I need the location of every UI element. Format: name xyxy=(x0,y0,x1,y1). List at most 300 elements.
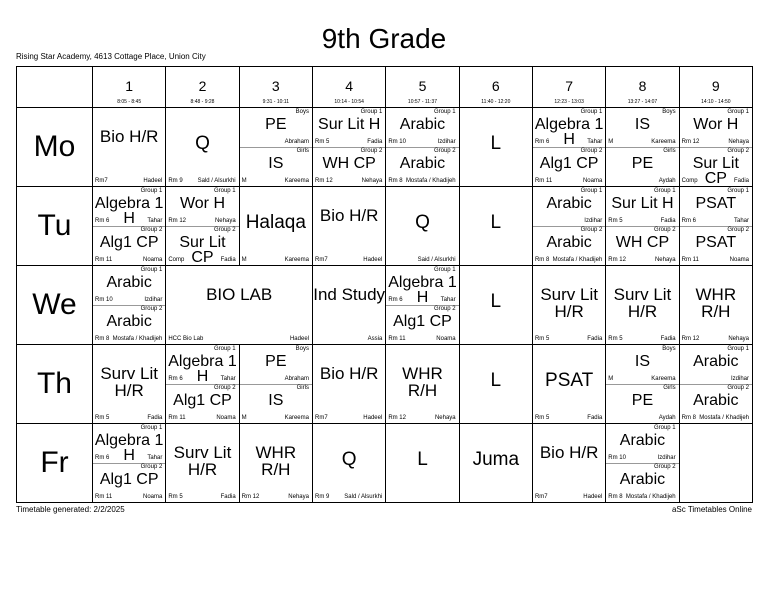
lesson xyxy=(93,266,165,344)
lesson-cell xyxy=(93,266,166,345)
teacher: Hadeel xyxy=(289,336,309,342)
group-label: Group 2 xyxy=(653,227,676,233)
room: Rm 8 xyxy=(95,336,110,342)
teacher: Nehaya xyxy=(654,257,676,263)
room: Rm7 xyxy=(314,257,328,263)
period-time: 10:57 - 11:37 xyxy=(407,99,438,105)
lesson-group xyxy=(313,147,385,186)
group-label: Group 2 xyxy=(727,385,749,391)
day-label: Tu xyxy=(17,187,93,266)
lesson-cell xyxy=(312,345,385,424)
room: Rm 8 xyxy=(681,415,696,421)
subject: Arabic xyxy=(619,471,666,488)
lesson-cell xyxy=(386,424,459,503)
subject: Bio H/R xyxy=(319,364,379,383)
period-header-row xyxy=(17,67,753,108)
room: Rm 6 xyxy=(168,376,183,382)
room: Rm 12 xyxy=(608,257,626,263)
teacher: Fadia xyxy=(733,178,749,184)
teacher: Fadia xyxy=(220,494,236,500)
room: Rm 5 xyxy=(534,336,550,342)
room: M xyxy=(241,257,247,263)
corner-cell xyxy=(17,67,93,108)
period-number: 2 xyxy=(198,78,207,94)
subject: Juma xyxy=(472,449,520,470)
teacher: Fadia xyxy=(587,415,603,421)
teacher: Kareema xyxy=(651,139,676,145)
teacher: Tahar xyxy=(733,218,749,224)
room: Rm 5 xyxy=(95,415,110,421)
teacher: Izdihar xyxy=(657,455,676,461)
lesson-cell xyxy=(386,266,459,345)
group-label: Group 1 xyxy=(653,188,676,194)
lesson-group xyxy=(606,463,678,502)
lesson xyxy=(93,345,165,423)
subject: PSAT xyxy=(695,195,737,212)
subject: WHR R/H xyxy=(695,285,737,321)
subject: Bio H/R xyxy=(99,127,159,146)
group-label: Group 2 xyxy=(140,464,163,470)
lesson-cell xyxy=(459,108,532,187)
lesson-cell xyxy=(312,424,385,503)
group-label: Boys xyxy=(662,346,676,352)
subject: Algebra 1 H xyxy=(94,432,164,464)
lesson-cell xyxy=(166,345,239,424)
subject: Halaqa xyxy=(245,212,306,233)
room: Rm 12 xyxy=(681,336,700,342)
day-label: Mo xyxy=(17,108,93,187)
room: Rm 11 xyxy=(95,494,113,500)
lesson-cell xyxy=(606,424,679,503)
period-time: 13:27 - 14:07 xyxy=(627,99,658,105)
period-time: 12:23 - 13:03 xyxy=(554,99,584,105)
period-header xyxy=(166,67,239,108)
lesson xyxy=(680,187,752,265)
room: M xyxy=(241,178,247,184)
period-header xyxy=(679,67,752,108)
teacher: Tahar xyxy=(587,139,603,145)
subject: WH CP xyxy=(615,234,670,251)
lesson xyxy=(680,345,752,423)
room: Rm 12 xyxy=(241,494,260,500)
subject: Alg1 CP xyxy=(99,471,159,488)
lesson-group xyxy=(680,345,752,385)
lesson-cell xyxy=(532,187,605,266)
lesson-cell xyxy=(459,424,532,503)
subject: Arabic xyxy=(106,313,152,330)
subject: Surv Lit H/R xyxy=(173,443,232,479)
period-number: 6 xyxy=(491,78,500,94)
lesson-cell xyxy=(239,187,312,266)
generated-date: Timetable generated: 2/2/2025 xyxy=(16,505,125,514)
lesson xyxy=(93,424,165,502)
subject: Sur Lit CP xyxy=(692,155,739,186)
lesson-cell xyxy=(93,187,166,266)
period-number: 3 xyxy=(271,78,280,94)
room: M xyxy=(241,415,247,421)
lesson-cell xyxy=(166,187,239,266)
day-label: We xyxy=(17,266,93,345)
room: Rm7 xyxy=(314,415,328,421)
lesson-group xyxy=(606,345,678,385)
lesson xyxy=(680,108,752,186)
lesson-cell xyxy=(679,345,752,424)
lesson xyxy=(166,266,312,344)
subject: Surv Lit H/R xyxy=(100,364,158,400)
lesson-cell xyxy=(93,424,166,503)
room: M xyxy=(608,376,614,382)
lesson-group xyxy=(386,266,458,306)
lesson-cell xyxy=(606,187,679,266)
teacher: Hadeel xyxy=(583,494,603,500)
lesson xyxy=(313,345,385,423)
period-header xyxy=(459,67,532,108)
subject: Arabic xyxy=(693,353,739,370)
lesson xyxy=(386,424,458,502)
subject: Alg1 CP xyxy=(393,313,452,330)
period-time: 10:14 - 10:54 xyxy=(334,99,364,105)
lesson xyxy=(313,424,385,502)
room: Rm 11 xyxy=(168,415,186,421)
teacher: Tahar xyxy=(220,376,236,382)
group-label: Girls xyxy=(296,148,309,154)
day-row xyxy=(17,345,753,424)
group-label: Group 1 xyxy=(727,188,749,194)
lesson-group xyxy=(240,147,312,186)
room: Rm 10 xyxy=(608,455,626,461)
room: Rm 12 xyxy=(168,218,186,224)
teacher: Noama xyxy=(216,415,236,421)
lesson xyxy=(386,345,458,423)
teacher: Hadeel xyxy=(143,178,163,184)
room: Rm 12 xyxy=(388,415,406,421)
period-number: 8 xyxy=(638,78,647,94)
subject: Surv Lit H/R xyxy=(613,285,672,321)
lesson xyxy=(533,266,605,344)
subject: Algebra 1 H xyxy=(388,274,457,306)
teacher: Nehaya xyxy=(728,139,749,145)
group-label: Group 2 xyxy=(727,227,749,233)
lesson xyxy=(313,108,385,186)
room: Rm 9 xyxy=(168,178,183,184)
subject: PE xyxy=(265,353,287,370)
room: M xyxy=(608,139,614,145)
teacher: Mostafa / Khadijeh xyxy=(699,415,749,421)
lesson xyxy=(680,266,752,344)
teacher: Nehaya xyxy=(728,336,749,342)
lesson-cell xyxy=(532,266,605,345)
lesson-group xyxy=(533,187,605,227)
room: Rm 5 xyxy=(534,415,550,421)
subject: WH CP xyxy=(322,155,376,172)
lesson xyxy=(533,424,605,502)
group-label: Group 1 xyxy=(140,267,163,273)
lesson-group xyxy=(533,226,605,265)
teacher: Kareema xyxy=(284,178,309,184)
lesson-group xyxy=(93,226,165,265)
subject: Bio H/R xyxy=(319,206,379,225)
lesson-cell xyxy=(606,345,679,424)
lesson-group xyxy=(240,108,312,148)
subject: Arabic xyxy=(619,432,666,449)
teacher: Noama xyxy=(729,257,749,263)
subject: Alg1 CP xyxy=(99,234,159,251)
group-label: Group 2 xyxy=(433,306,456,312)
period-time: 8:48 - 9:28 xyxy=(190,99,215,105)
lesson xyxy=(93,108,165,186)
period-number: 5 xyxy=(418,78,427,94)
lesson-group xyxy=(606,187,678,227)
subject: Q xyxy=(341,449,357,470)
period-time: 11:40 - 12:20 xyxy=(481,99,511,105)
teacher: Kareema xyxy=(284,257,309,263)
day-row xyxy=(17,108,753,187)
lesson xyxy=(240,424,312,502)
teacher: Noama xyxy=(436,336,456,342)
group-label: Group 2 xyxy=(580,148,603,154)
subject: Algebra 1 H xyxy=(94,195,164,227)
lesson-cell xyxy=(239,424,312,503)
lesson-cell xyxy=(312,108,385,187)
lesson-group xyxy=(166,384,238,423)
teacher: Noama xyxy=(142,494,163,500)
lesson-cell xyxy=(93,108,166,187)
subject: Ind Study xyxy=(313,285,386,304)
lesson-group xyxy=(166,226,238,265)
room: HCC Bio Lab xyxy=(168,336,204,342)
lesson-cell xyxy=(679,424,752,503)
lesson-group xyxy=(533,147,605,186)
lesson-group xyxy=(240,345,312,385)
teacher: Kareema xyxy=(651,376,676,382)
day-label: Fr xyxy=(17,424,93,503)
room: Rm 5 xyxy=(608,218,623,224)
lesson-group xyxy=(93,266,165,306)
period-time: 8:05 - 8:45 xyxy=(117,99,142,105)
group-label: Group 1 xyxy=(433,109,456,115)
teacher: Izdihar xyxy=(437,139,456,145)
group-label: Group 2 xyxy=(433,148,456,154)
group-label: Group 1 xyxy=(140,188,163,194)
period-header xyxy=(312,67,385,108)
lesson-cell xyxy=(239,345,312,424)
lesson xyxy=(606,187,678,265)
subject: Arabic xyxy=(399,116,446,133)
subject: Wor H xyxy=(179,195,226,212)
room: Rm 11 xyxy=(388,336,406,342)
group-label: Group 1 xyxy=(433,267,456,273)
teacher: Aydah xyxy=(658,415,676,421)
teacher: Abraham xyxy=(284,139,309,145)
teacher: Mostafa / Khadijeh xyxy=(552,257,603,263)
room: Rm 10 xyxy=(95,297,113,303)
lesson-group xyxy=(680,187,752,227)
group-label: Group 2 xyxy=(653,464,676,470)
lesson xyxy=(606,108,678,186)
subject: Sur Lit H xyxy=(318,116,381,133)
subject: Alg1 CP xyxy=(173,392,232,409)
group-label: Boys xyxy=(662,109,676,115)
room: Comp xyxy=(681,178,698,184)
lesson xyxy=(533,187,605,265)
room: Rm 12 xyxy=(681,139,700,145)
subject: IS xyxy=(634,116,651,133)
group-label: Group 2 xyxy=(213,227,236,233)
room: Rm 10 xyxy=(388,139,406,145)
subject: Arabic xyxy=(106,274,152,291)
lesson-group xyxy=(606,108,678,148)
teacher: Abraham xyxy=(284,376,309,382)
group-label: Group 2 xyxy=(580,227,603,233)
lesson xyxy=(460,108,532,186)
lesson-group xyxy=(680,108,752,148)
teacher: Mostafa / Khadijeh xyxy=(405,178,456,184)
room: Rm7 xyxy=(95,178,108,184)
room: Rm 12 xyxy=(314,178,333,184)
room: Rm 5 xyxy=(608,336,623,342)
subject: L xyxy=(490,212,502,233)
group-label: Girls xyxy=(296,385,309,391)
lesson-cell xyxy=(166,108,239,187)
subject: Arabic xyxy=(546,195,592,212)
subject: Alg1 CP xyxy=(539,155,599,172)
lesson-cell xyxy=(93,345,166,424)
group-label: Girls xyxy=(663,385,676,391)
subject: PE xyxy=(631,392,654,409)
footer-credit: aSc Timetables Online xyxy=(671,505,752,514)
timetable-grid xyxy=(16,66,753,503)
lesson-cell xyxy=(606,108,679,187)
group-label: Group 2 xyxy=(213,385,236,391)
lesson xyxy=(460,345,532,423)
room: Rm 8 xyxy=(388,178,403,184)
room: Rm 6 xyxy=(388,297,403,303)
room: Rm 11 xyxy=(534,178,553,184)
teacher: Said / Alsurkhi xyxy=(417,257,456,263)
teacher: Mostafa / Khadijeh xyxy=(625,494,676,500)
subject: IS xyxy=(634,353,651,370)
subject: Sur Lit CP xyxy=(179,234,226,265)
subject: Sur Lit H xyxy=(611,195,674,212)
lesson xyxy=(606,266,678,344)
teacher: Fadia xyxy=(147,415,163,421)
lesson-group xyxy=(606,384,678,423)
teacher: Sald / Alsurkhi xyxy=(197,178,236,184)
teacher: Noama xyxy=(142,257,163,263)
teacher: Hadeel xyxy=(363,415,383,421)
teacher: Tahar xyxy=(147,455,163,461)
subject: Wor H xyxy=(693,116,739,133)
room: Rm 5 xyxy=(168,494,183,500)
lesson-group xyxy=(386,147,458,186)
lesson xyxy=(460,187,532,265)
room: Rm 6 xyxy=(534,139,550,145)
subject: L xyxy=(490,133,502,154)
room: Rm 6 xyxy=(95,218,110,224)
room: Rm 8 xyxy=(608,494,623,500)
subject: PSAT xyxy=(545,370,594,391)
lesson-group xyxy=(386,305,458,344)
subject: Arabic xyxy=(546,234,592,251)
group-label: Group 1 xyxy=(580,188,603,194)
teacher: Tahar xyxy=(440,297,456,303)
subject: WHR R/H xyxy=(402,364,443,400)
lesson xyxy=(460,266,532,344)
lesson-group xyxy=(533,108,605,148)
subject: IS xyxy=(268,155,284,172)
lesson-cell xyxy=(459,187,532,266)
room: Rm 6 xyxy=(95,455,110,461)
lesson xyxy=(240,108,312,186)
lesson-cell xyxy=(606,266,679,345)
lesson-group xyxy=(93,424,165,464)
subject: Algebra 1 H xyxy=(534,116,604,148)
subject: IS xyxy=(268,392,284,409)
lesson-cell xyxy=(679,108,752,187)
lesson-group xyxy=(240,384,312,423)
lesson xyxy=(166,345,238,423)
teacher: Fadia xyxy=(220,257,236,263)
subject: Arabic xyxy=(399,155,446,172)
subject: Q xyxy=(415,212,430,233)
lesson-cell xyxy=(312,187,385,266)
subject: WHR R/H xyxy=(255,443,297,479)
subject: PE xyxy=(265,116,287,133)
lesson-group xyxy=(313,108,385,148)
teacher: Izdihar xyxy=(730,376,749,382)
day-label: Th xyxy=(17,345,93,424)
room: Rm 11 xyxy=(95,257,113,263)
room: Rm7 xyxy=(534,494,548,500)
period-number: 1 xyxy=(125,78,134,94)
lesson-group xyxy=(93,463,165,502)
lesson-cell xyxy=(386,345,459,424)
group-label: Boys xyxy=(295,346,309,352)
subject: BIO LAB xyxy=(206,285,273,304)
lesson xyxy=(606,424,678,502)
lesson-group xyxy=(680,226,752,265)
subject: L xyxy=(417,449,428,470)
lesson xyxy=(606,345,678,423)
lesson xyxy=(313,187,385,265)
period-number: 4 xyxy=(345,78,354,94)
day-row xyxy=(17,187,753,266)
period-header xyxy=(386,67,459,108)
teacher: Nehaya xyxy=(434,415,456,421)
group-label: Group 2 xyxy=(140,227,163,233)
period-number: 9 xyxy=(711,78,720,94)
period-header xyxy=(93,67,166,108)
period-time: 9:31 - 10:11 xyxy=(262,99,289,105)
day-row xyxy=(17,424,753,503)
period-header xyxy=(239,67,312,108)
teacher: Fadia xyxy=(367,139,383,145)
teacher: Nehaya xyxy=(361,178,383,184)
lesson-cell xyxy=(679,187,752,266)
teacher: Izdihar xyxy=(144,297,163,303)
group-label: Group 1 xyxy=(653,425,676,431)
lesson xyxy=(93,187,165,265)
lesson-cell xyxy=(386,187,459,266)
subject: L xyxy=(490,370,502,391)
subject: PE xyxy=(631,155,654,172)
teacher: Nehaya xyxy=(214,218,236,224)
day-row xyxy=(17,266,753,345)
teacher: Fadia xyxy=(660,218,676,224)
lesson-group xyxy=(386,108,458,148)
lesson-cell xyxy=(679,266,752,345)
period-header xyxy=(606,67,679,108)
